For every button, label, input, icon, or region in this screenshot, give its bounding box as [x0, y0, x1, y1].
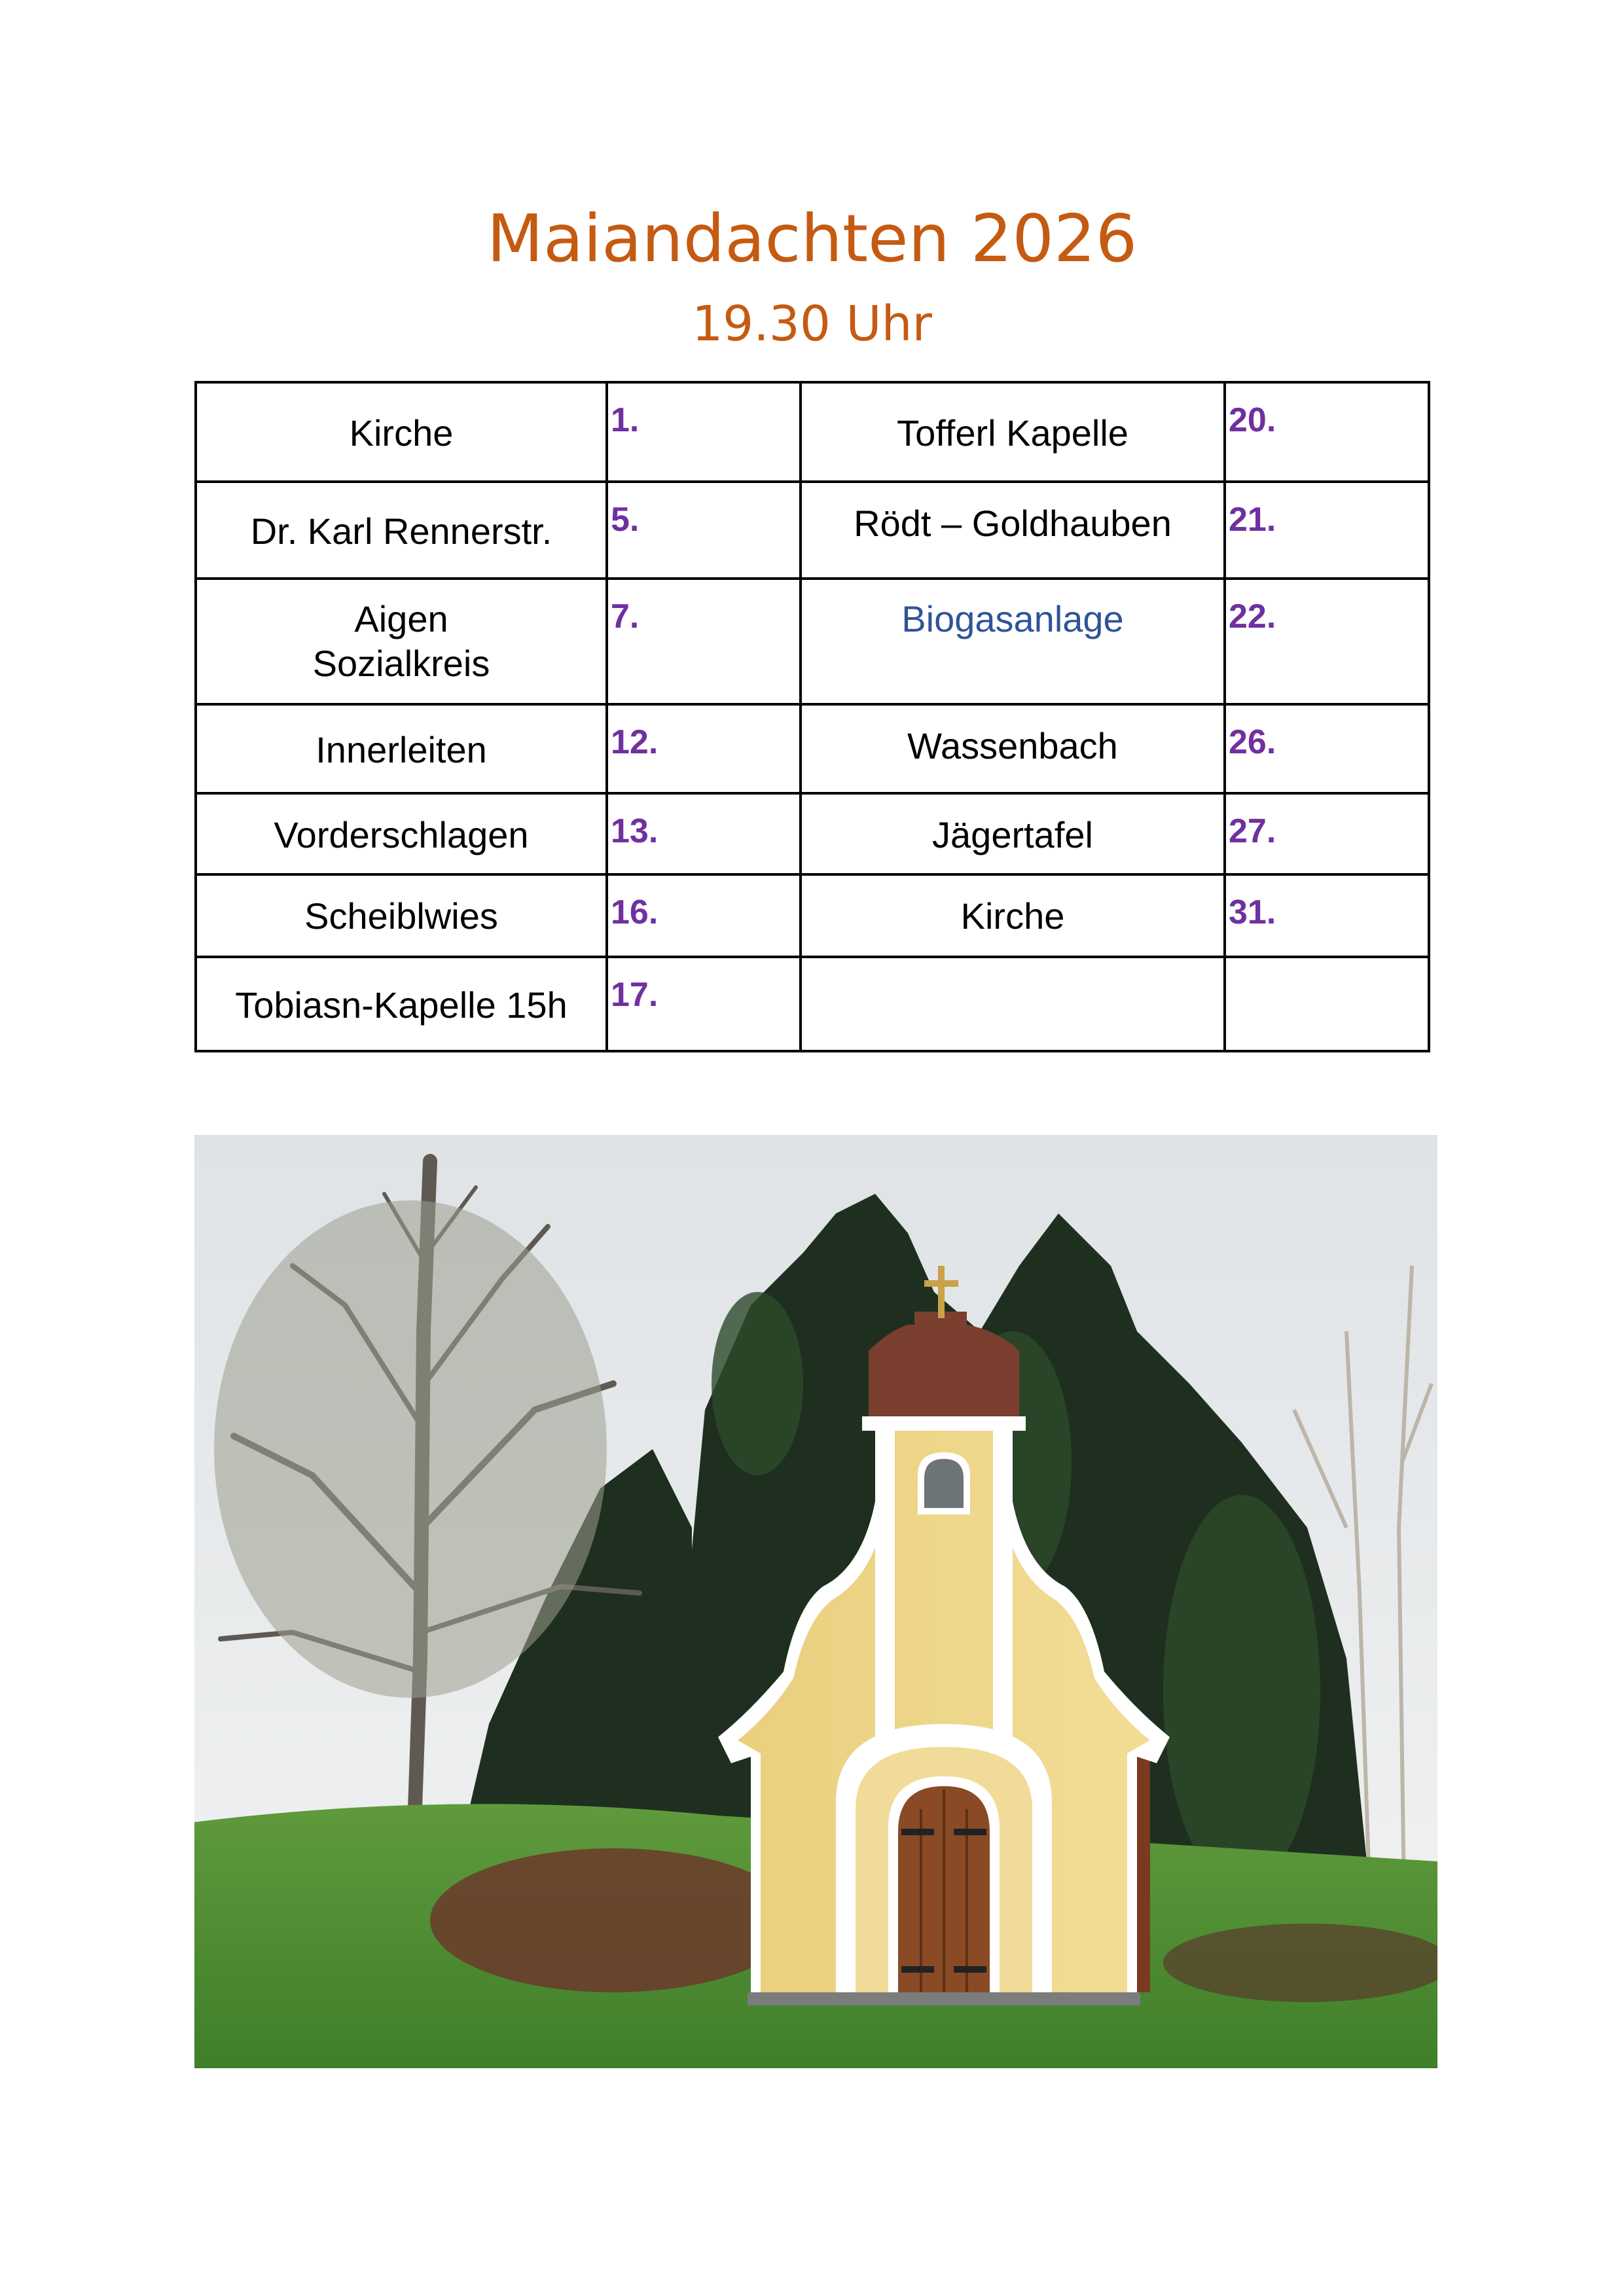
place-name: Kirche	[349, 412, 454, 454]
place-cell	[801, 793, 1225, 874]
table-row	[196, 704, 1429, 793]
place-name: Biogasanlage	[901, 598, 1124, 639]
place-cell	[801, 482, 1225, 579]
place-name: Kirche	[960, 895, 1065, 937]
table-row	[196, 482, 1429, 579]
day-cell-empty	[1225, 957, 1429, 1051]
place-cell	[196, 874, 607, 957]
place-cell	[801, 704, 1225, 793]
place-cell	[196, 482, 607, 579]
table-row	[196, 579, 1429, 704]
place-name: Vorderschlagen	[274, 814, 529, 855]
place-cell	[196, 793, 607, 874]
place-name: Innerleiten	[316, 729, 487, 770]
place-cell	[196, 579, 607, 704]
page-title: Maiandachten 2026	[486, 200, 1138, 277]
day-cell: 27.	[1225, 793, 1429, 874]
day-cell: 16.	[607, 874, 801, 957]
place-cell	[196, 704, 607, 793]
day-cell: 22.	[1225, 579, 1429, 704]
place-name: Wassenbach	[907, 725, 1118, 766]
place-name: Jägertafel	[932, 814, 1093, 855]
day-cell: 12.	[607, 704, 801, 793]
day-cell: 7.	[607, 579, 801, 704]
day-cell: 21.	[1225, 482, 1429, 579]
page-subtitle-time: 19.30 Uhr	[692, 296, 932, 352]
chapel-photo	[194, 1135, 1437, 2068]
place-cell	[801, 579, 1225, 704]
place-cell	[196, 382, 607, 482]
place-name: Scheiblwies	[304, 895, 498, 937]
table-row	[196, 874, 1429, 957]
day-cell: 17.	[607, 957, 801, 1051]
day-cell: 5.	[607, 482, 801, 579]
day-cell: 1.	[607, 382, 801, 482]
table-row	[196, 793, 1429, 874]
day-cell: 26.	[1225, 704, 1429, 793]
place-cell	[801, 874, 1225, 957]
day-cell: 13.	[607, 793, 801, 874]
place-cell	[196, 957, 607, 1051]
day-cell: 31.	[1225, 874, 1429, 957]
place-cell-empty	[801, 957, 1225, 1051]
place-name: Aigen	[354, 598, 448, 639]
place-name: Rödt – Goldhauben	[854, 503, 1172, 544]
place-name: Dr. Karl Rennerstr.	[250, 511, 552, 552]
schedule-table	[194, 381, 1430, 1052]
day-cell: 20.	[1225, 382, 1429, 482]
place-name-line-2: Sozialkreis	[312, 643, 490, 684]
place-name: Tofferl Kapelle	[897, 412, 1128, 454]
place-name: Tobiasn-Kapelle 15h	[235, 984, 568, 1026]
place-cell	[801, 382, 1225, 482]
table-row	[196, 382, 1429, 482]
table-row	[196, 957, 1429, 1051]
